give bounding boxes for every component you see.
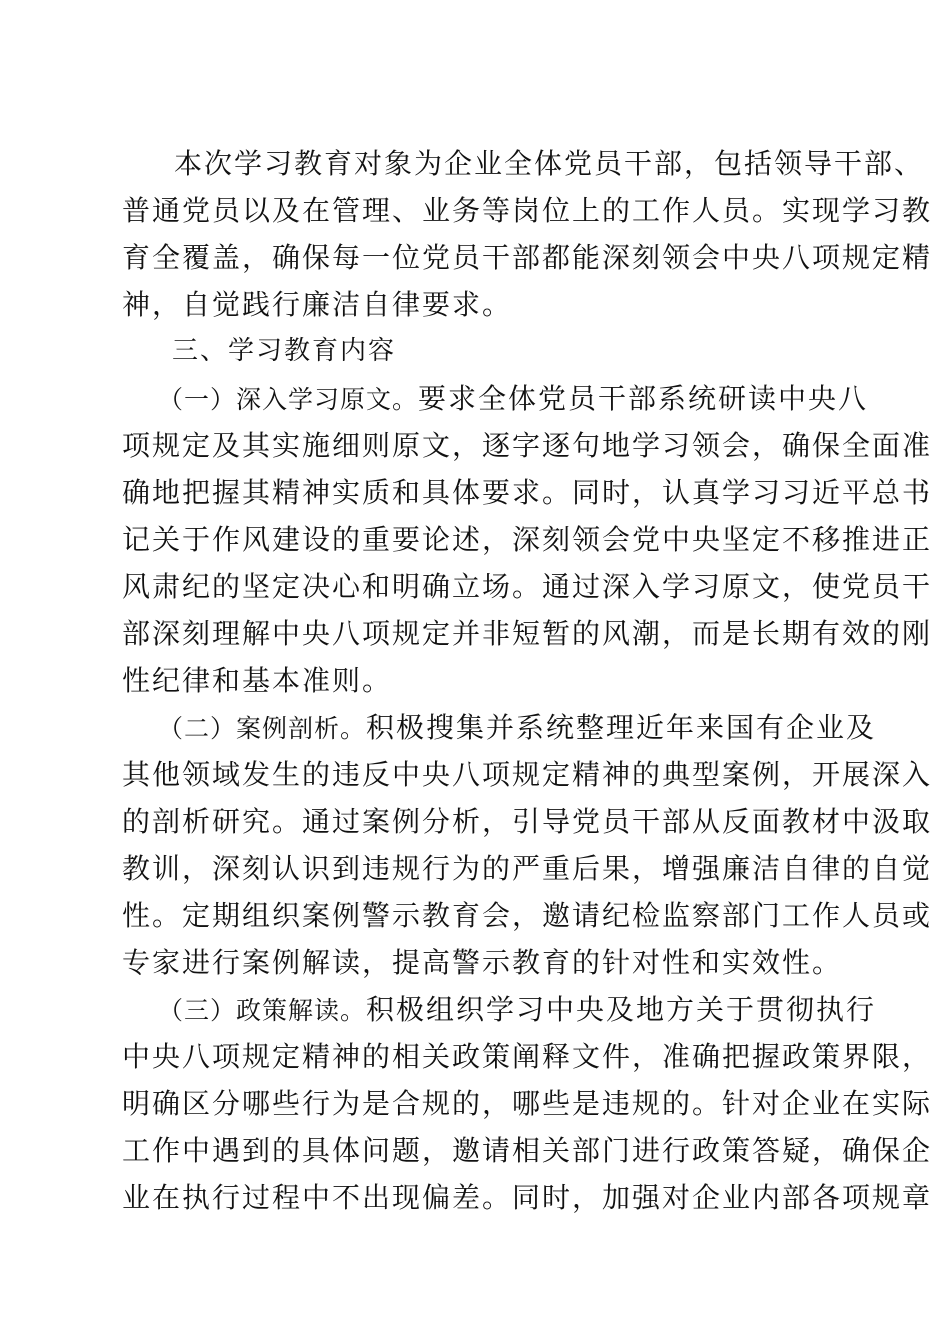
paragraph-line: 性。定期组织案例警示教育会，邀请纪检监察部门工作人员或 (122, 899, 933, 932)
paragraph-line: 风肃纪的坚定决心和明确立场。通过深入学习原文，使党员干 (122, 570, 933, 603)
paragraph-audience (122, 140, 933, 328)
paragraph-line: 部深刻理解中央八项规定并非短暂的风潮，而是长期有效的刚 (122, 617, 933, 650)
paragraph-lead: （二）案例剖析。 (158, 714, 367, 743)
section-heading: 三、学习教育内容 (172, 336, 397, 366)
paragraph-line: 育全覆盖，确保每一位党员干部都能深刻领会中央八项规定精 (122, 241, 933, 274)
paragraph-policy-interpretation (122, 986, 933, 1221)
paragraph-line-rest: 要求全体党员干部系统研读中央八 (418, 382, 869, 415)
paragraph-line: 记关于作风建设的重要论述，深刻领会党中央坚定不移推进正 (122, 523, 933, 556)
paragraph-line: 业在执行过程中不出现偏差。同时，加强对企业内部各项规章 (122, 1181, 933, 1214)
paragraph-line (122, 986, 877, 1033)
paragraph-line: 神，自觉践行廉洁自律要求。 (122, 288, 513, 321)
paragraph-original-text-study (122, 375, 933, 704)
paragraph-line: 项规定及其实施细则原文，逐字逐句地学习领会，确保全面准 (122, 429, 933, 462)
paragraph-line: 本次学习教育对象为企业全体党员干部，包括领导干部、 (174, 147, 925, 180)
paragraph-line: 性纪律和基本准则。 (122, 664, 393, 697)
paragraph-line: 的剖析研究。通过案例分析，引导党员干部从反面教材中汲取 (122, 805, 933, 838)
paragraph-lead: （三）政策解读。 (158, 996, 367, 1025)
paragraph-lead: （一）深入学习原文。 (158, 385, 419, 414)
paragraph-line: 确地把握其精神实质和具体要求。同时，认真学习习近平总书 (122, 476, 933, 509)
paragraph-line (122, 375, 869, 422)
paragraph-line: 教训，深刻认识到违规行为的严重后果，增强廉洁自律的自觉 (122, 852, 933, 885)
paragraph-line: 明确区分哪些行为是合规的，哪些是违规的。针对企业在实际 (122, 1087, 933, 1120)
paragraph-line-rest: 积极组织学习中央及地方关于贯彻执行 (366, 993, 877, 1026)
paragraph-line (122, 704, 877, 751)
paragraph-line-rest: 积极搜集并系统整理近年来国有企业及 (366, 711, 877, 744)
document-body (122, 140, 933, 1221)
paragraph-line: 普通党员以及在管理、业务等岗位上的工作人员。实现学习教 (122, 194, 933, 227)
paragraph-line: 中央八项规定精神的相关政策阐释文件，准确把握政策界限， (122, 1040, 933, 1073)
paragraph-case-analysis (122, 704, 933, 986)
paragraph-line: 工作中遇到的具体问题，邀请相关部门进行政策答疑，确保企 (122, 1134, 933, 1167)
paragraph-line: 专家进行案例解读，提高警示教育的针对性和实效性。 (122, 946, 843, 979)
paragraph-line: 其他领域发生的违反中央八项规定精神的典型案例，开展深入 (122, 758, 933, 791)
